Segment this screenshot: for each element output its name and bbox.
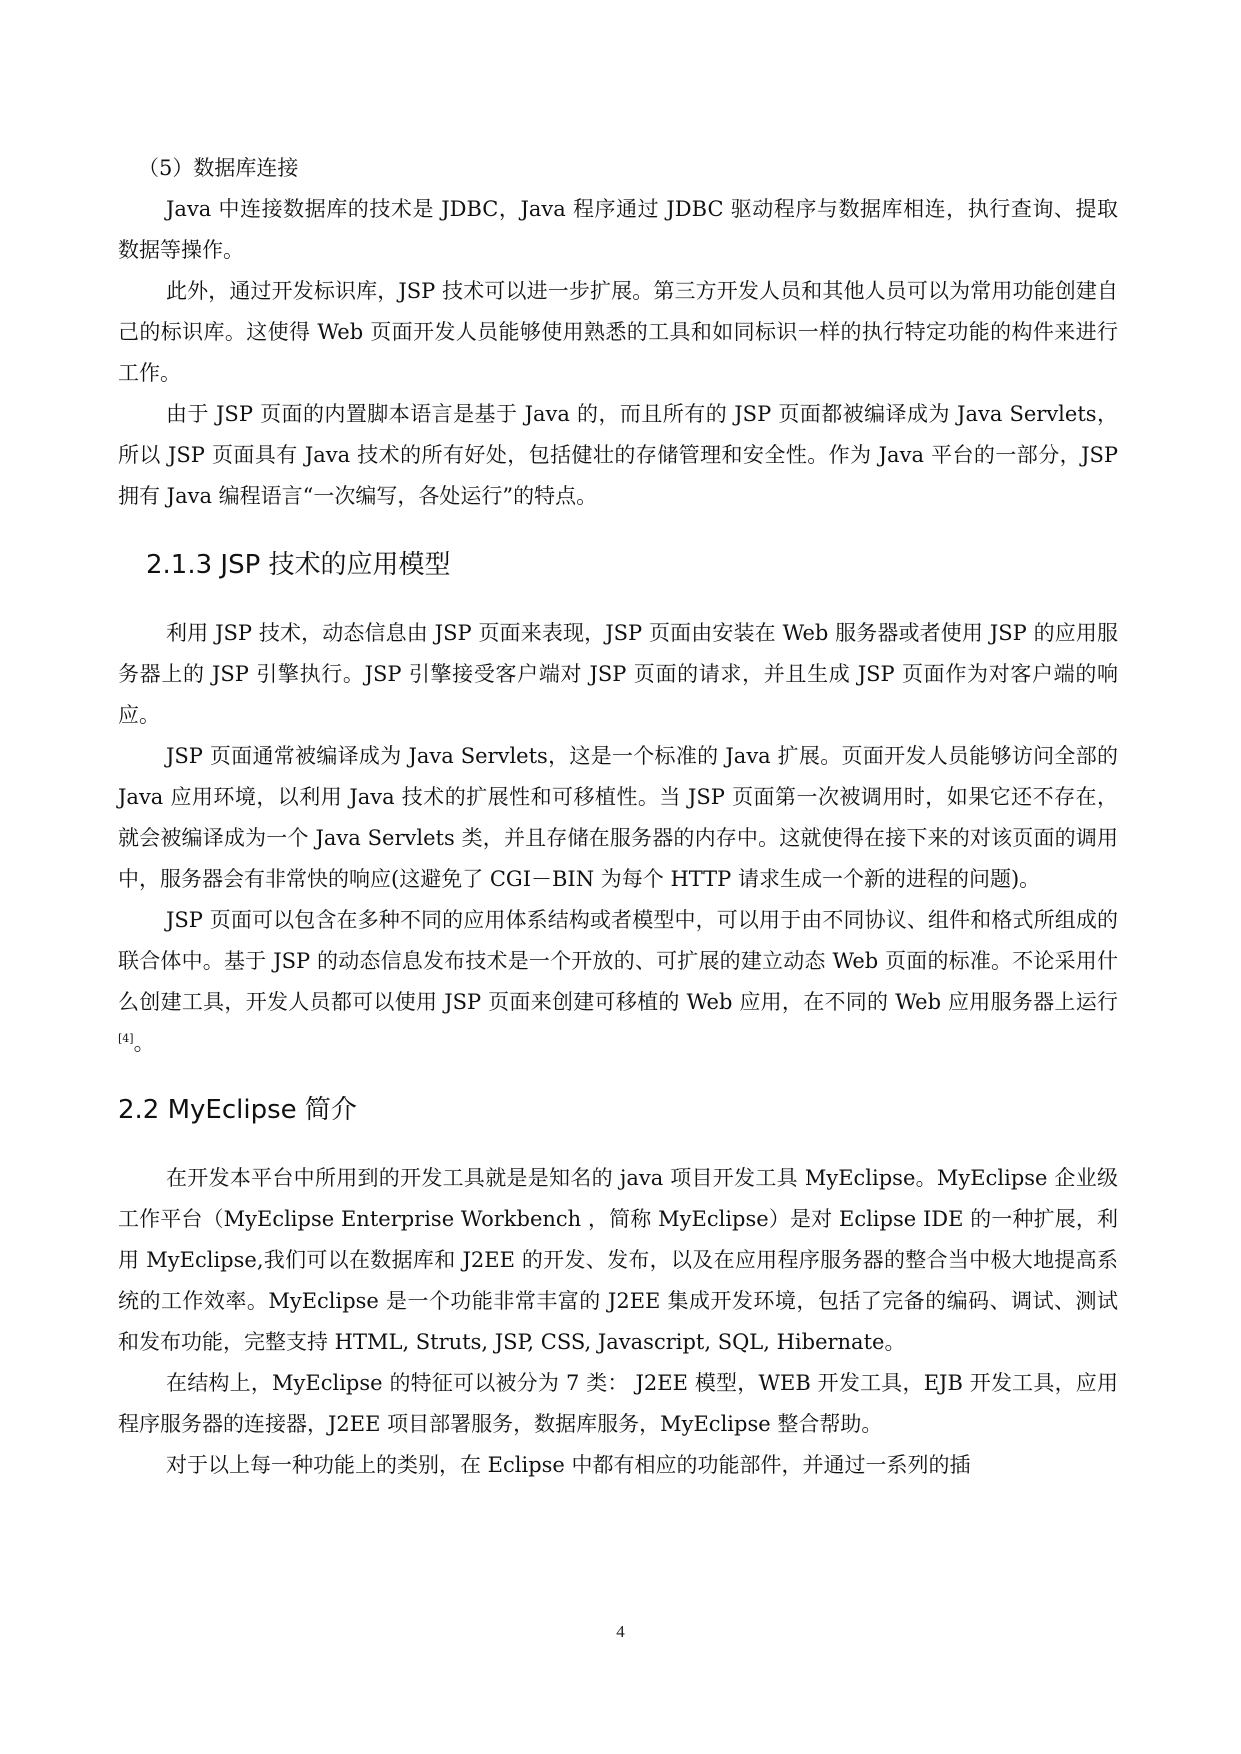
section-heading-jsp-application-model: 2.1.3 JSP 技术的应用模型 [146, 550, 451, 580]
page-content [118, 148, 1118, 1486]
paragraph-jsp-architecture-text: JSP 页面可以包含在多种不同的应用体系结构或者模型中，可以用于由不同协议、组件和格式所组成的联合体中。基于 JSP 的动态信息发布技术是一个开放的、可扩展的建立动态 Web 页面的标准。不论采用什么创建工具，开发人员都可以使用 JSP 页面来创建可移植的 Web 应用，在不同的 Web 应用服务器上运行 [118, 908, 1118, 1014]
paragraph-myeclipse-components: 对于以上每一种功能上的类别，在 Eclipse 中都有相应的功能部件，并通过一系列的插 [166, 1453, 971, 1477]
paragraph-jsp-architecture [118, 900, 1118, 1064]
paragraph-jdbc: Java 中连接数据库的技术是 JDBC，Java 程序通过 JDBC 驱动程序与数据库相连，执行查询、提取数据等操作。 [118, 197, 1118, 262]
section-heading-myeclipse: 2.2 MyEclipse 简介 [118, 1095, 357, 1125]
paragraph-end-punctuation: 。 [133, 1031, 155, 1055]
paragraph-myeclipse-intro: 在开发本平台中所用到的开发工具就是是知名的 java 项目开发工具 MyEclipse。MyEclipse 企业级工作平台（MyEclipse Enterprise Workbench ，简称 MyEclipse）是对 Eclipse IDE 的一种扩展，利用 MyEclipse,我们可以在数据库和 J2EE 的开发、发布，以及在应用程序服务器的整合当中极大地提高系统的工作效率。MyEclipse 是一个功能非常丰富的 J2EE 集成开发环境，包括了完备的编码、调试、测试和发布功能，完整支持 HTML, Struts, JSP, CSS, Javascript, SQL, Hibernate。 [118, 1166, 1118, 1354]
paragraph-jsp-engine: 利用 JSP 技术，动态信息由 JSP 页面来表现，JSP 页面由安装在 Web 服务器或者使用 JSP 的应用服务器上的 JSP 引擎执行。JSP 引擎接受客户端对 JSP 页面的请求，并且生成 JSP 页面作为对客户端的响应。 [118, 621, 1118, 727]
paragraph-myeclipse-features: 在结构上，MyEclipse 的特征可以被分为 7 类： J2EE 模型，WEB 开发工具，EJB 开发工具，应用程序服务器的连接器，J2EE 项目部署服务，数据库服务，MyEclipse 整合帮助。 [118, 1371, 1118, 1436]
subsection-label-database-connection: （5）数据库连接 [138, 156, 299, 180]
page-number: 4 [616, 1622, 625, 1641]
citation-reference: [4] [118, 1032, 134, 1045]
paragraph-tag-library: 此外，通过开发标识库，JSP 技术可以进一步扩展。第三方开发人员和其他人员可以为常用功能创建自己的标识库。这使得 Web 页面开发人员能够使用熟悉的工具和如同标识一样的执行特定功能的构件来进行工作。 [118, 279, 1118, 385]
paragraph-jsp-servlets: JSP 页面通常被编译成为 Java Servlets，这是一个标准的 Java 扩展。页面开发人员能够访问全部的 Java 应用环境，以利用 Java 技术的扩展性和可移植性。当 JSP 页面第一次被调用时，如果它还不存在，就会被编译成为一个 Java Servlets 类，并且存储在服务器的内存中。这就使得在接下来的对该页面的调用中，服务器会有非常快的响应(这避免了 CGI－BIN 为每个 HTTP 请求生成一个新的进程的问题)。 [118, 744, 1118, 891]
paragraph-java-benefits: 由于 JSP 页面的内置脚本语言是基于 Java 的，而且所有的 JSP 页面都被编译成为 Java Servlets，所以 JSP 页面具有 Java 技术的所有好处，包括健壮的存储管理和安全性。作为 Java 平台的一部分，JSP 拥有 Java 编程语言“一次编写，各处运行”的特点。 [118, 402, 1118, 508]
